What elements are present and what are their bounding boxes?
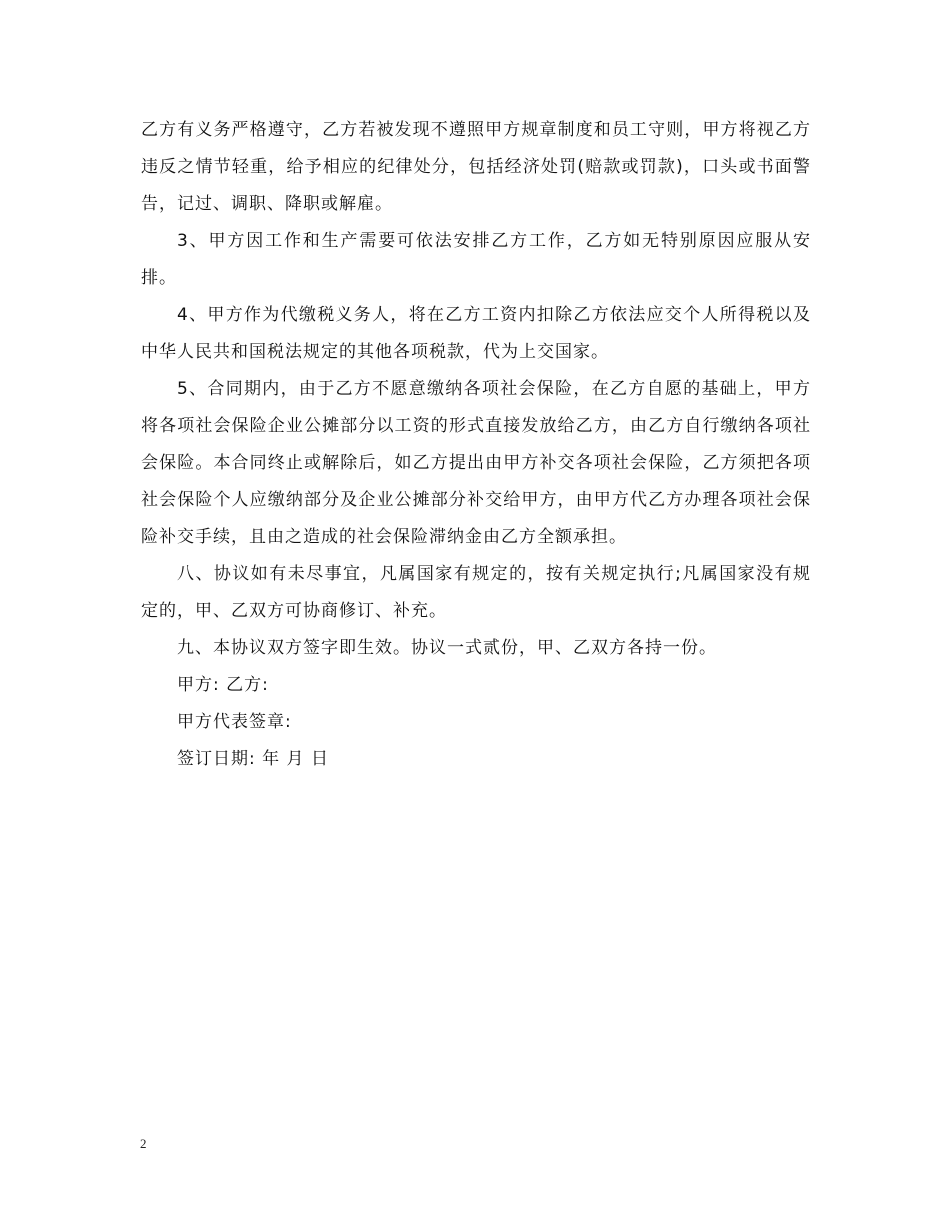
document-body [141, 112, 811, 778]
page-number: 2 [140, 1136, 147, 1151]
paragraph-article-8: 八、协议如有未尽事宜，凡属国家有规定的，按有关规定执行;凡属国家没有规定的，甲、乙双方可协商修订、补充。 [141, 564, 811, 621]
paragraph-clause-4: 4、甲方作为代缴税义务人，将在乙方工资内扣除乙方依法应交个人所得税以及中华人民共和国税法规定的其他各项税款，代为上交国家。 [141, 305, 811, 362]
paragraph-clause-3: 3、甲方因工作和生产需要可依法安排乙方工作，乙方如无特别原因应服从安排。 [141, 231, 811, 288]
signing-date-line: 签订日期: 年 月 日 [177, 749, 329, 769]
signature-representative-line: 甲方代表签章: [177, 712, 292, 732]
paragraph-clause-5: 5、合同期内，由于乙方不愿意缴纳各项社会保险，在乙方自愿的基础上，甲方将各项社会保险企业公摊部分以工资的形式直接发放给乙方，由乙方自行缴纳各项社会保险。本合同终止或解除后，如乙方提出由甲方补交各项社会保险，乙方须把各项社会保险个人应缴纳部分及企业公摊部分补交给甲方，由甲方代乙方办理各项社会保险补交手续，且由之造成的社会保险滞纳金由乙方全额承担。 [141, 379, 811, 547]
paragraph-article-9: 九、本协议双方签字即生效。协议一式贰份，甲、乙双方各持一份。 [177, 638, 717, 658]
signature-parties-line: 甲方: 乙方: [177, 675, 269, 695]
paragraph-obligation-continuation: 乙方有义务严格遵守，乙方若被发现不遵照甲方规章制度和员工守则，甲方将视乙方违反之情节轻重，给予相应的纪律处分，包括经济处罚(赔款或罚款)，口头或书面警告，记过、调职、降职或解雇。 [141, 120, 811, 214]
